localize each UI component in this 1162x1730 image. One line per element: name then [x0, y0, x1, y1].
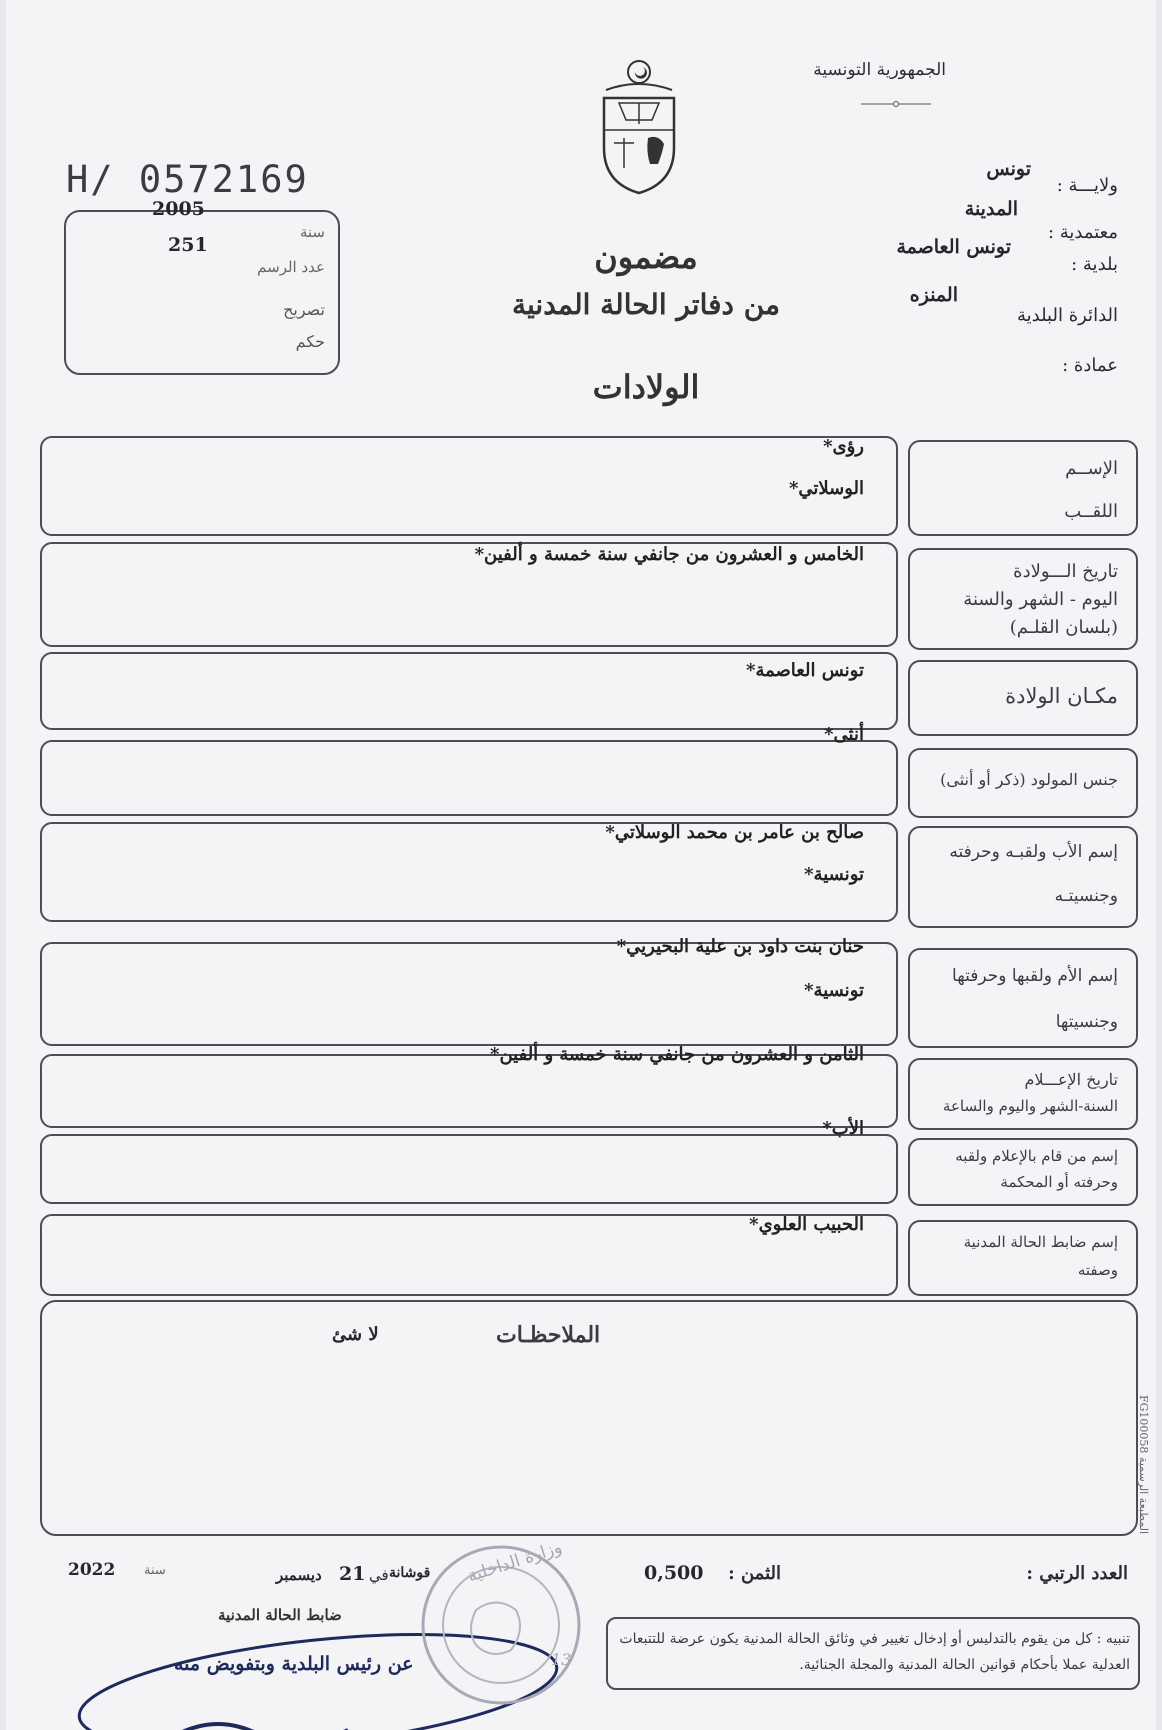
birth-date-value: الخامس و العشرون من جانفي سنة خمسة و ألفين*: [474, 544, 864, 565]
republic-heading: الجمهورية التونسية: [813, 60, 946, 80]
printer-code: المطبعة الرسمية FG100058: [1137, 1395, 1150, 1534]
birth-date-label-line1: تاريخ الـــولادة: [1013, 561, 1118, 582]
birth-certificate-page: [6, 0, 1156, 1730]
registry-year-value: 2005: [152, 198, 205, 220]
motamadiya-label: معتمدية :: [1047, 222, 1118, 243]
officer-label-line1: إسم ضابط الحالة المدنية: [963, 1233, 1118, 1251]
place-name: قوشانة: [389, 1565, 431, 1581]
declaration-date-label-line2: السنة-الشهر واليوم والساعة: [942, 1097, 1118, 1115]
price-value: 0,500: [644, 1562, 704, 1584]
registry-judgment-label: حكم: [295, 332, 325, 351]
mother-name-value: حنان بنت داود بن علية البحيريي*: [616, 936, 864, 957]
baladiya-value: تونس العاصمة: [896, 236, 1011, 258]
date-prefix: في: [369, 1566, 389, 1584]
mother-label-line1: إسم الأم ولقبها وحرفتها: [952, 966, 1118, 986]
imada-label: عمادة :: [1062, 355, 1118, 376]
date-day: 21: [339, 1563, 366, 1585]
daira-label: الدائرة البلدية: [1016, 305, 1118, 326]
title-madmoun: مضمون: [594, 238, 698, 276]
title-registers: من دفاتر الحالة المدنية: [511, 288, 781, 321]
birth-place-value: تونس العاصمة*: [746, 660, 864, 681]
remarks-label: الملاحظـات: [496, 1322, 601, 1348]
mother-value-box: [40, 942, 898, 1046]
declarant-value-box: [40, 1134, 898, 1204]
price-label: الثمن :: [728, 1563, 781, 1584]
father-label-line1: إسم الأب ولقبـه وحرفته: [949, 842, 1118, 862]
father-name-value: صالح بن عامر بن محمد الوسلاتي*: [605, 822, 864, 843]
declaration-date-value-box: [40, 1054, 898, 1128]
republic-underline-ornament: [861, 92, 931, 98]
wilaya-label: ولايـــة :: [1056, 175, 1118, 196]
declarant-label-line1: إسم من قام بالإعلام ولقبه: [955, 1147, 1118, 1165]
mother-label-line2: وجنسيتها: [1055, 1012, 1118, 1032]
declarant-value: الأب*: [822, 1118, 864, 1139]
name-label-first: الإســم: [1065, 458, 1118, 479]
last-name-value: الوسلاتي*: [788, 478, 864, 499]
name-value-box: [40, 436, 898, 536]
registry-number-label: عدد الرسم: [257, 258, 325, 276]
remarks-value: لا شئ: [332, 1324, 379, 1345]
registry-declaration-label: تصريح: [283, 300, 325, 319]
date-month: ديسمبر: [276, 1566, 322, 1584]
coat-of-arms-icon: [594, 58, 684, 198]
father-label-line2: وجنسيتـه: [1054, 886, 1118, 906]
declaration-date-value: الثامن و العشرون من جانفي سنة خمسة و ألفين*: [490, 1044, 864, 1065]
officer-label-line2: وصفته: [1077, 1261, 1118, 1279]
stamp-number: 13: [551, 1650, 572, 1669]
warning-text: تنبيه : كل من يقوم بالتدليس أو إدخال تغيير في وثائق الحالة المدنية يكون عرضة للتتبعات العدلية عملا بأحكام قوانين الحالة المدنية والمجلة الجنائية.: [619, 1631, 1130, 1673]
first-name-value: رؤى*: [823, 436, 864, 457]
serial-number: H/ 0572169: [66, 158, 309, 201]
father-nationality-value: تونسية*: [804, 864, 864, 885]
registry-number-value: 251: [168, 234, 208, 256]
declarant-label-line2: وحرفته أو المحكمة: [1000, 1173, 1118, 1191]
mother-nationality-value: تونسية*: [804, 980, 864, 1001]
year-label: سنة: [144, 1563, 166, 1578]
motamadiya-value: المدينة: [964, 198, 1018, 220]
sex-label: جنس المولود (ذكر أو أنثى): [940, 770, 1118, 789]
year-value: 2022: [68, 1560, 116, 1580]
officer-title: ضابط الحالة المدنية: [218, 1606, 342, 1624]
stamp-text: وزارة الداخلية: [465, 1537, 565, 1587]
sex-value: أنثى*: [824, 724, 864, 745]
delegation-line: عن رئيس البلدية وبتفويض منه: [174, 1653, 414, 1675]
title-births: الولادات: [592, 368, 700, 406]
serial-label: العدد الرتبي :: [1026, 1563, 1128, 1584]
registry-year-label: سنة: [299, 223, 325, 241]
birth-date-label-line2: اليوم - الشهر والسنة: [963, 589, 1118, 610]
declaration-date-label-line1: تاريخ الإعـــلام: [1024, 1070, 1118, 1089]
officer-value: الحبيب العلوي*: [749, 1214, 864, 1235]
birth-place-label: مكـان الولادة: [1005, 684, 1118, 708]
birth-date-label-line3: (بلسان القلـم): [1009, 617, 1118, 638]
sex-value-box: [40, 740, 898, 816]
baladiya-label: بلدية :: [1071, 254, 1118, 275]
name-label-last: اللقــب: [1064, 501, 1118, 522]
wilaya-value: تونس: [986, 158, 1031, 180]
daira-value: المنزه: [909, 284, 958, 306]
